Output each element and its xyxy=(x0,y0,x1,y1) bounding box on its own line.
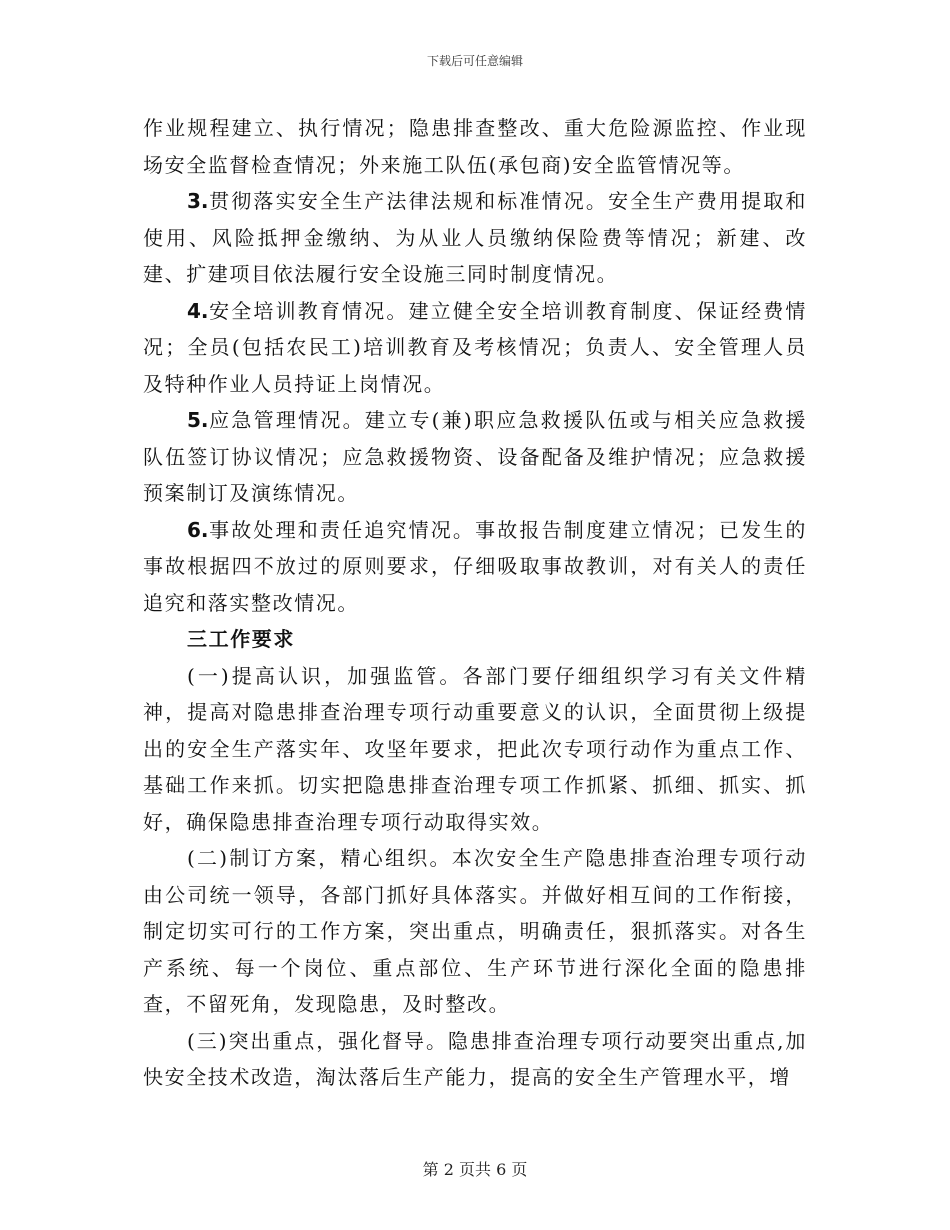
item-number: 4. xyxy=(187,298,209,323)
list-item-6 xyxy=(143,512,807,622)
requirement-paragraph-2: (二)制订方案，精心组织。本次安全生产隐患排查治理专项行动由公司统一领导，各部门抓好具体落实。并做好相互间的工作衔接，制定切实可行的工作方案，突出重点，明确责任，狠抓落实。对各生产系统、每一个岗位、重点部位、生产环节进行深化全面的隐患排查，不留死角，发现隐患，及时整改。 xyxy=(143,846,807,1016)
list-item-4 xyxy=(143,293,807,403)
list-item-3 xyxy=(143,183,807,293)
section-heading: 三工作要求 xyxy=(187,627,295,651)
page-footer: 第 2 页共 6 页 xyxy=(422,1160,528,1179)
item-number: 3. xyxy=(187,189,209,213)
item-text: 安全培训教育情况。建立健全安全培训教育制度、保证经费情况；全员(包括农民工)培训教育及考核情况；负责人、安全管理人员及特种作业人员持证上岗情况。 xyxy=(143,298,807,396)
item-number: 6. xyxy=(187,517,209,542)
requirement-paragraph-3: (三)突出重点，强化督导。隐患排查治理专项行动要突出重点,加快安全技术改造，淘汰落后生产能力，提高的安全生产管理水平，增 xyxy=(143,1028,807,1089)
document-body xyxy=(143,110,807,1096)
paragraph-continuation xyxy=(143,110,807,183)
paragraph-text: 作业规程建立、执行情况；隐患排查整改、重大危险源监控、作业现场安全监督检查情况；外来施工队伍(承包商)安全监管情况等。 xyxy=(143,116,807,177)
item-number: 5. xyxy=(187,408,209,432)
requirement-paragraph-1: (一)提高认识，加强监管。各部门要仔细组织学习有关文件精神，提高对隐患排查治理专项行动重要意义的认识，全面贯彻上级提出的安全生产落实年、攻坚年要求，把此次专项行动作为重点工作、基础工作来抓。切实把隐患排查治理专项工作抓紧、抓细、抓实、抓好，确保隐患排查治理专项行动取得实效。 xyxy=(143,663,807,834)
item-text: 应急管理情况。建立专(兼)职应急救援队伍或与相关应急救援队伍签订协议情况；应急救援物资、设备配备及维护情况；应急救援预案制订及演练情况。 xyxy=(143,408,807,505)
page-header: 下载后可任意编辑 xyxy=(426,54,523,68)
list-item-5 xyxy=(143,402,807,512)
item-text: 事故处理和责任追究情况。事故报告制度建立情况；已发生的事故根据四不放过的原则要求，仔细吸取事故教训，对有关人的责任追究和落实整改情况。 xyxy=(143,517,807,615)
item-text: 贯彻落实安全生产法律法规和标准情况。安全生产费用提取和使用、风险抵押金缴纳、为从业人员缴纳保险费等情况；新建、改建、扩建项目依法履行安全设施三同时制度情况。 xyxy=(143,189,807,286)
